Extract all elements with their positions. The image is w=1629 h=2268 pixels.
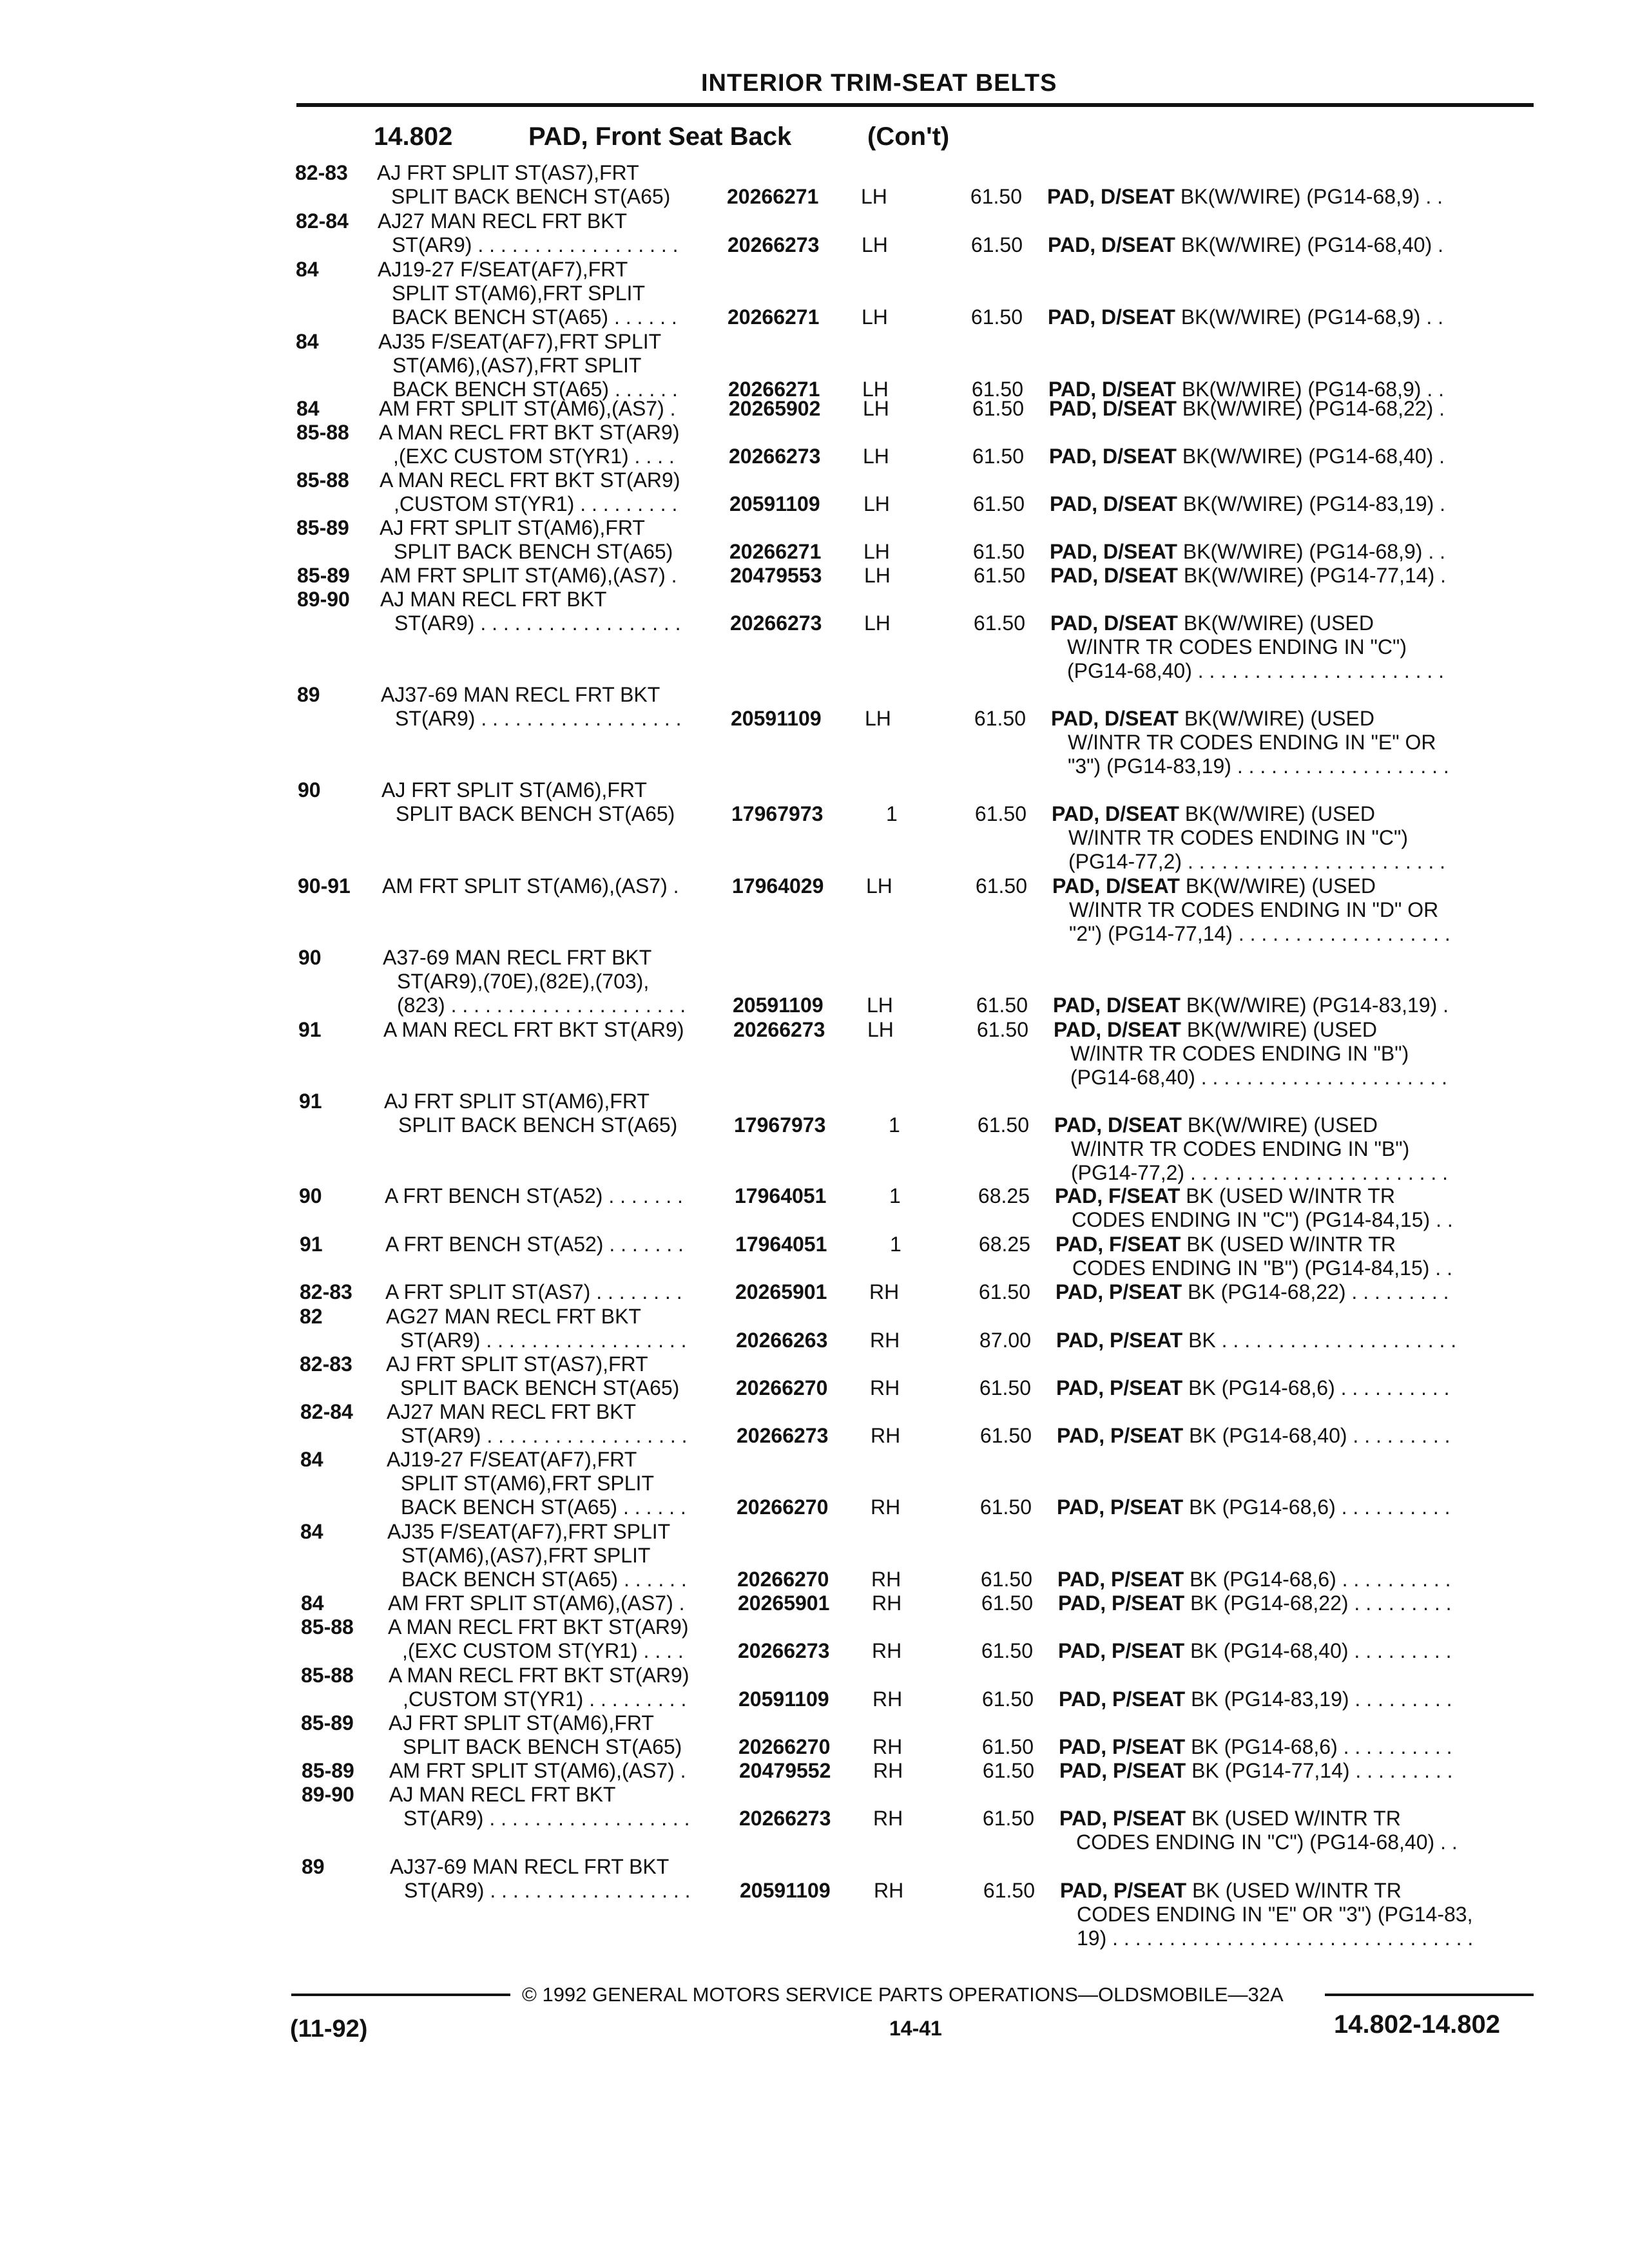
- description-line: ST(AM6),(AS7),FRT SPLIT: [401, 1544, 651, 1567]
- model-year: 85-88: [296, 468, 349, 492]
- model-year: 90: [298, 946, 322, 969]
- remark-line: PAD, D/SEAT BK(W/WIRE) (PG14-68,9) . .: [1048, 305, 1443, 329]
- description-line: SPLIT ST(AM6),FRT SPLIT: [392, 282, 645, 305]
- part-number: 20266270: [736, 1376, 828, 1399]
- model-year: 85-89: [296, 516, 349, 539]
- part-number: 20266273: [728, 233, 820, 256]
- quantity-side: 1: [886, 802, 898, 825]
- remark-line: PAD, P/SEAT BK (USED W/INTR TR: [1059, 1807, 1401, 1830]
- description-line: SPLIT BACK BENCH ST(A65): [398, 1113, 678, 1137]
- remark-line: PAD, P/SEAT BK (PG14-68,22) . . . . . . . . .: [1055, 1280, 1449, 1303]
- part-number: 20591109: [733, 994, 824, 1017]
- page-title: INTERIOR TRIM-SEAT BELTS: [701, 70, 1057, 97]
- description-line: BACK BENCH ST(A65) . . . . . .: [392, 305, 677, 329]
- description-line: AJ27 MAN RECL FRT BKT: [378, 209, 628, 233]
- remark-line: PAD, D/SEAT BK(W/WIRE) (PG14-68,9) . .: [1048, 378, 1444, 401]
- remark-line: PAD, D/SEAT BK(W/WIRE) (USED: [1052, 874, 1376, 898]
- description-line: SPLIT BACK BENCH ST(A65): [400, 1376, 680, 1399]
- part-number: 20266271: [728, 378, 820, 401]
- part-number: 17967973: [734, 1113, 826, 1137]
- remark-line: W/INTR TR CODES ENDING IN "B"): [1070, 1042, 1409, 1065]
- description-line: ,(EXC CUSTOM ST(YR1) . . . .: [393, 445, 675, 468]
- remark-line: PAD, P/SEAT BK (PG14-68,22) . . . . . . . . .: [1058, 1591, 1452, 1615]
- description-line: AJ FRT SPLIT ST(AM6),FRT: [381, 778, 647, 802]
- model-year: 82: [300, 1305, 323, 1328]
- price: 61.50: [981, 1591, 1033, 1615]
- remark-line: PAD, D/SEAT BK(W/WIRE) (PG14-83,19) .: [1053, 994, 1449, 1017]
- quantity-side: LH: [862, 305, 888, 329]
- remark-line: PAD, P/SEAT BK (PG14-68,6) . . . . . . . . . .: [1056, 1376, 1450, 1399]
- part-number: 20266271: [728, 305, 820, 329]
- quantity-side: RH: [873, 1759, 903, 1782]
- part-number: 20591109: [738, 1687, 829, 1711]
- part-number: 20591109: [731, 707, 822, 730]
- remark-line: PAD, P/SEAT BK (USED W/INTR TR: [1060, 1879, 1402, 1902]
- quantity-side: RH: [872, 1591, 902, 1615]
- price: 61.50: [977, 1113, 1029, 1137]
- description-line: AJ MAN RECL FRT BKT: [380, 588, 607, 611]
- remark-line: PAD, D/SEAT BK(W/WIRE) (PG14-83,19) .: [1050, 492, 1446, 515]
- description-line: ST(AR9) . . . . . . . . . . . . . . . . . .: [395, 707, 682, 730]
- model-year: 82-84: [300, 1400, 353, 1423]
- quantity-side: LH: [863, 492, 890, 515]
- remark-line: PAD, P/SEAT BK (PG14-83,19) . . . . . . . . .: [1059, 1687, 1452, 1711]
- quantity-side: RH: [873, 1807, 903, 1830]
- model-year: 91: [298, 1018, 322, 1041]
- quantity-side: RH: [874, 1879, 904, 1902]
- description-line: AM FRT SPLIT ST(AM6),(AS7) .: [380, 564, 677, 587]
- section-title: PAD, Front Seat Back: [528, 122, 792, 151]
- price: 61.50: [972, 445, 1024, 468]
- description-line: SPLIT ST(AM6),FRT SPLIT: [401, 1472, 654, 1495]
- remark-line: W/INTR TR CODES ENDING IN "C"): [1068, 826, 1409, 849]
- quantity-side: RH: [870, 1376, 900, 1399]
- remark-line: PAD, D/SEAT BK(W/WIRE) (PG14-77,14) .: [1050, 564, 1447, 587]
- part-number: 20266273: [738, 1639, 830, 1662]
- description-line: AJ FRT SPLIT ST(AS7),FRT: [377, 161, 639, 184]
- model-year: 82-83: [295, 161, 348, 184]
- description-line: A MAN RECL FRT BKT ST(AR9): [383, 1018, 684, 1041]
- remark-line: 19) . . . . . . . . . . . . . . . . . . . . . . . . . . . . . . . .: [1077, 1927, 1474, 1950]
- price: 61.50: [980, 1568, 1032, 1591]
- quantity-side: LH: [864, 611, 891, 635]
- model-year: 84: [296, 330, 319, 353]
- quantity-side: LH: [861, 185, 887, 208]
- quantity-side: LH: [867, 1018, 894, 1041]
- part-number: 20266271: [729, 540, 822, 563]
- quantity-side: LH: [862, 233, 888, 256]
- model-year: 84: [300, 1448, 323, 1471]
- remark-line: (PG14-68,40) . . . . . . . . . . . . . . . . . . . . . .: [1067, 659, 1445, 682]
- model-year: 82-84: [296, 209, 349, 233]
- part-number: 17964051: [735, 1233, 827, 1256]
- price: 61.50: [981, 1735, 1034, 1758]
- part-number: 20479552: [739, 1759, 831, 1782]
- quantity-side: LH: [866, 874, 892, 898]
- price: 61.50: [970, 185, 1022, 208]
- description-line: ST(AR9) . . . . . . . . . . . . . . . . . .: [394, 611, 681, 635]
- description-line: A FRT BENCH ST(A52) . . . . . . .: [385, 1184, 683, 1207]
- model-year: 84: [296, 397, 320, 420]
- remark-line: (PG14-77,2) . . . . . . . . . . . . . . . . . . . . . . .: [1068, 850, 1446, 873]
- quantity-side: LH: [862, 378, 889, 401]
- remark-line: PAD, D/SEAT BK(W/WIRE) (USED: [1054, 1018, 1377, 1041]
- remark-line: PAD, F/SEAT BK (USED W/INTR TR: [1055, 1184, 1396, 1207]
- price: 61.50: [973, 564, 1025, 587]
- remark-line: W/INTR TR CODES ENDING IN "C"): [1067, 635, 1407, 658]
- price: 61.50: [976, 994, 1028, 1017]
- remark-line: W/INTR TR CODES ENDING IN "D" OR: [1069, 898, 1439, 921]
- model-year: 89: [302, 1855, 325, 1878]
- remark-line: PAD, D/SEAT BK(W/WIRE) (PG14-68,9) . .: [1050, 540, 1445, 563]
- part-number: 20266273: [733, 1018, 825, 1041]
- remark-line: PAD, D/SEAT BK(W/WIRE) (USED: [1052, 802, 1375, 825]
- model-year: 85-88: [301, 1664, 354, 1687]
- description-line: AM FRT SPLIT ST(AM6),(AS7) .: [388, 1591, 685, 1615]
- quantity-side: LH: [863, 445, 889, 468]
- price: 61.50: [981, 1687, 1034, 1711]
- quantity-side: RH: [871, 1424, 901, 1447]
- price: 61.50: [970, 233, 1023, 256]
- price: 61.50: [975, 874, 1027, 898]
- remark-line: CODES ENDING IN "C") (PG14-84,15) . .: [1072, 1208, 1453, 1231]
- description-line: AM FRT SPLIT ST(AM6),(AS7) .: [389, 1759, 686, 1782]
- quantity-side: LH: [863, 540, 890, 563]
- price: 61.50: [982, 1759, 1034, 1782]
- description-line: AJ37-69 MAN RECL FRT BKT: [381, 683, 660, 706]
- remark-line: CODES ENDING IN "C") (PG14-68,40) . .: [1076, 1831, 1458, 1854]
- price: 61.50: [972, 540, 1025, 563]
- model-year: 89-90: [297, 588, 350, 611]
- model-year: 85-88: [296, 421, 349, 444]
- section-number: 14.802: [374, 122, 453, 151]
- remark-line: W/INTR TR CODES ENDING IN "B"): [1071, 1137, 1410, 1160]
- quantity-side: 1: [889, 1184, 901, 1207]
- part-number: 20265901: [735, 1280, 827, 1303]
- description-line: ST(AR9) . . . . . . . . . . . . . . . . . .: [401, 1424, 688, 1447]
- part-number: 20266271: [727, 185, 819, 208]
- part-number: 20266270: [737, 1495, 829, 1519]
- quantity-side: RH: [871, 1495, 901, 1519]
- price: 68.25: [978, 1233, 1030, 1256]
- description-line: BACK BENCH ST(A65) . . . . . .: [401, 1495, 686, 1519]
- remark-line: PAD, P/SEAT BK (PG14-68,40) . . . . . . . . .: [1058, 1639, 1452, 1662]
- price: 61.50: [979, 1495, 1032, 1519]
- quantity-side: RH: [872, 1687, 903, 1711]
- part-number: 20591109: [740, 1879, 831, 1902]
- price: 61.50: [979, 1424, 1032, 1447]
- part-number: 17964051: [735, 1184, 827, 1207]
- model-year: 85-88: [301, 1615, 354, 1639]
- description-line: BACK BENCH ST(A65) . . . . . .: [392, 378, 678, 401]
- quantity-side: RH: [870, 1329, 900, 1352]
- description-line: SPLIT BACK BENCH ST(A65): [394, 540, 673, 563]
- price: 61.50: [981, 1639, 1033, 1662]
- quantity-side: 1: [889, 1113, 900, 1137]
- remark-line: PAD, P/SEAT BK . . . . . . . . . . . . . . . . . . . . .: [1056, 1329, 1457, 1352]
- description-line: ST(AR9),(70E),(82E),(703),: [397, 970, 650, 993]
- part-number: 17967973: [731, 802, 824, 825]
- description-line: SPLIT BACK BENCH ST(A65): [403, 1735, 682, 1758]
- price: 61.50: [971, 378, 1023, 401]
- description-line: AJ FRT SPLIT ST(AM6),FRT: [380, 516, 645, 539]
- description-line: AM FRT SPLIT ST(AM6),(AS7) .: [379, 397, 676, 420]
- remark-line: PAD, P/SEAT BK (PG14-77,14) . . . . . . . . .: [1059, 1759, 1453, 1782]
- model-year: 90-91: [298, 874, 351, 898]
- model-year: 90: [299, 1184, 322, 1207]
- price: 61.50: [970, 305, 1023, 329]
- part-number: 20266273: [729, 445, 821, 468]
- part-number: 20265902: [729, 397, 821, 420]
- part-number: 20266270: [738, 1735, 831, 1758]
- description-line: ST(AR9) . . . . . . . . . . . . . . . . . .: [404, 1879, 691, 1902]
- remark-line: PAD, D/SEAT BK(W/WIRE) (PG14-68,40) .: [1049, 445, 1445, 468]
- description-line: SPLIT BACK BENCH ST(A65): [391, 185, 671, 208]
- description-line: A MAN RECL FRT BKT ST(AR9): [379, 421, 680, 444]
- description-line: A MAN RECL FRT BKT ST(AR9): [380, 468, 680, 492]
- description-line: A FRT SPLIT ST(AS7) . . . . . . . .: [385, 1280, 682, 1303]
- price: 61.50: [983, 1879, 1035, 1902]
- part-number: 20266273: [730, 611, 822, 635]
- description-line: A MAN RECL FRT BKT ST(AR9): [388, 1615, 689, 1639]
- model-year: 85-89: [301, 1711, 354, 1735]
- price: 61.50: [982, 1807, 1034, 1830]
- price: 61.50: [976, 1018, 1028, 1041]
- quantity-side: 1: [890, 1233, 901, 1256]
- section-continued: (Con't): [867, 122, 950, 151]
- model-year: 85-89: [302, 1759, 354, 1782]
- remark-line: CODES ENDING IN "B") (PG14-84,15) . .: [1072, 1256, 1452, 1280]
- remark-line: PAD, P/SEAT BK (PG14-68,6) . . . . . . . . . .: [1057, 1495, 1451, 1519]
- part-number: 17964029: [732, 874, 824, 898]
- remark-line: PAD, D/SEAT BK(W/WIRE) (USED: [1051, 707, 1374, 730]
- description-line: AG27 MAN RECL FRT BKT: [386, 1305, 641, 1328]
- quantity-side: LH: [864, 564, 891, 587]
- price: 61.50: [973, 611, 1025, 635]
- part-number: 20479553: [730, 564, 822, 587]
- part-number: 20266273: [737, 1424, 829, 1447]
- model-year: 82-83: [300, 1280, 352, 1303]
- description-line: AJ MAN RECL FRT BKT: [389, 1783, 616, 1806]
- description-line: BACK BENCH ST(A65) . . . . . .: [401, 1568, 687, 1591]
- remark-line: PAD, D/SEAT BK(W/WIRE) (PG14-68,9) . .: [1047, 185, 1443, 208]
- remark-line: CODES ENDING IN "E" OR "3") (PG14-83,: [1077, 1903, 1473, 1926]
- price: 87.00: [979, 1329, 1031, 1352]
- model-year: 91: [299, 1090, 322, 1113]
- price: 61.50: [974, 707, 1026, 730]
- price: 61.50: [974, 802, 1027, 825]
- remark-line: PAD, P/SEAT BK (PG14-68,6) . . . . . . . . . .: [1057, 1568, 1451, 1591]
- quantity-side: RH: [872, 1735, 903, 1758]
- price: 68.25: [978, 1184, 1030, 1207]
- price: 61.50: [978, 1280, 1030, 1303]
- description-line: ,CUSTOM ST(YR1) . . . . . . . . .: [403, 1687, 687, 1711]
- description-line: A FRT BENCH ST(A52) . . . . . . .: [385, 1233, 684, 1256]
- model-year: 84: [300, 1520, 323, 1543]
- remark-line: "2") (PG14-77,14) . . . . . . . . . . . . . . . . . . .: [1069, 922, 1451, 945]
- description-line: AJ FRT SPLIT ST(AM6),FRT: [384, 1090, 650, 1113]
- description-line: AJ FRT SPLIT ST(AM6),FRT: [389, 1711, 654, 1735]
- description-line: A37-69 MAN RECL FRT BKT: [383, 946, 652, 969]
- quantity-side: RH: [871, 1568, 901, 1591]
- remark-line: PAD, F/SEAT BK (USED W/INTR TR: [1055, 1233, 1396, 1256]
- quantity-side: RH: [872, 1639, 902, 1662]
- description-line: ST(AR9) . . . . . . . . . . . . . . . . . .: [392, 233, 679, 256]
- remark-line: PAD, D/SEAT BK(W/WIRE) (USED: [1050, 611, 1374, 635]
- remark-line: PAD, D/SEAT BK(W/WIRE) (PG14-68,40) .: [1048, 233, 1444, 256]
- model-year: 84: [296, 258, 319, 281]
- remark-line: (PG14-68,40) . . . . . . . . . . . . . . . . . . . . . .: [1070, 1066, 1448, 1089]
- part-number: 20265901: [738, 1591, 830, 1615]
- model-year: 89-90: [302, 1783, 354, 1806]
- description-line: AJ35 F/SEAT(AF7),FRT SPLIT: [387, 1520, 671, 1543]
- model-year: 91: [300, 1233, 323, 1256]
- remark-line: PAD, D/SEAT BK(W/WIRE) (USED: [1054, 1113, 1378, 1137]
- footer-date-code: (11-92): [290, 2015, 368, 2042]
- price: 61.50: [972, 397, 1024, 420]
- model-year: 85-89: [297, 564, 350, 587]
- description-line: (823) . . . . . . . . . . . . . . . . . . . . .: [397, 994, 686, 1017]
- footer-page-number: 14-41: [889, 2017, 942, 2040]
- remark-line: PAD, P/SEAT BK (PG14-68,6) . . . . . . . . . .: [1059, 1735, 1452, 1758]
- description-line: ST(AR9) . . . . . . . . . . . . . . . . . .: [403, 1807, 690, 1830]
- description-line: SPLIT BACK BENCH ST(A65): [396, 802, 675, 825]
- description-line: ST(AR9) . . . . . . . . . . . . . . . . . .: [400, 1329, 687, 1352]
- description-line: ST(AM6),(AS7),FRT SPLIT: [392, 354, 642, 377]
- quantity-side: RH: [869, 1280, 900, 1303]
- description-line: AJ19-27 F/SEAT(AF7),FRT: [387, 1448, 637, 1471]
- part-number: 20266270: [737, 1568, 829, 1591]
- description-line: ,CUSTOM ST(YR1) . . . . . . . . .: [394, 492, 678, 515]
- quantity-side: LH: [863, 397, 889, 420]
- description-line: AJ19-27 F/SEAT(AF7),FRT: [378, 258, 628, 281]
- part-number: 20266273: [739, 1807, 831, 1830]
- description-line: AJ27 MAN RECL FRT BKT: [387, 1400, 637, 1423]
- model-year: 89: [297, 683, 320, 706]
- footer-copyright: © 1992 GENERAL MOTORS SERVICE PARTS OPERATIONS—OLDSMOBILE—32A: [522, 1983, 1284, 2006]
- remark-line: "3") (PG14-83,19) . . . . . . . . . . . . . . . . . . .: [1068, 754, 1449, 778]
- remark-line: W/INTR TR CODES ENDING IN "E" OR: [1068, 731, 1436, 754]
- part-number: 20266263: [736, 1329, 828, 1352]
- price: 61.50: [979, 1376, 1031, 1399]
- quantity-side: LH: [865, 707, 891, 730]
- description-line: AJ37-69 MAN RECL FRT BKT: [390, 1855, 670, 1878]
- model-year: 82-83: [300, 1352, 352, 1376]
- description-line: AJ FRT SPLIT ST(AS7),FRT: [386, 1352, 648, 1376]
- remark-line: (PG14-77,2) . . . . . . . . . . . . . . . . . . . . . . .: [1071, 1161, 1449, 1184]
- remark-line: PAD, D/SEAT BK(W/WIRE) (PG14-68,22) .: [1049, 397, 1445, 420]
- part-number: 20591109: [729, 492, 820, 515]
- description-line: AM FRT SPLIT ST(AM6),(AS7) .: [382, 874, 679, 898]
- description-line: A MAN RECL FRT BKT ST(AR9): [389, 1664, 689, 1687]
- description-line: ,(EXC CUSTOM ST(YR1) . . . .: [402, 1639, 684, 1662]
- description-line: AJ35 F/SEAT(AF7),FRT SPLIT: [378, 330, 662, 353]
- price: 61.50: [972, 492, 1025, 515]
- remark-line: PAD, P/SEAT BK (PG14-68,40) . . . . . . . . .: [1057, 1424, 1451, 1447]
- quantity-side: LH: [867, 994, 893, 1017]
- footer-section-range: 14.802-14.802: [1334, 2010, 1501, 2039]
- model-year: 84: [301, 1591, 324, 1615]
- model-year: 90: [298, 778, 321, 802]
